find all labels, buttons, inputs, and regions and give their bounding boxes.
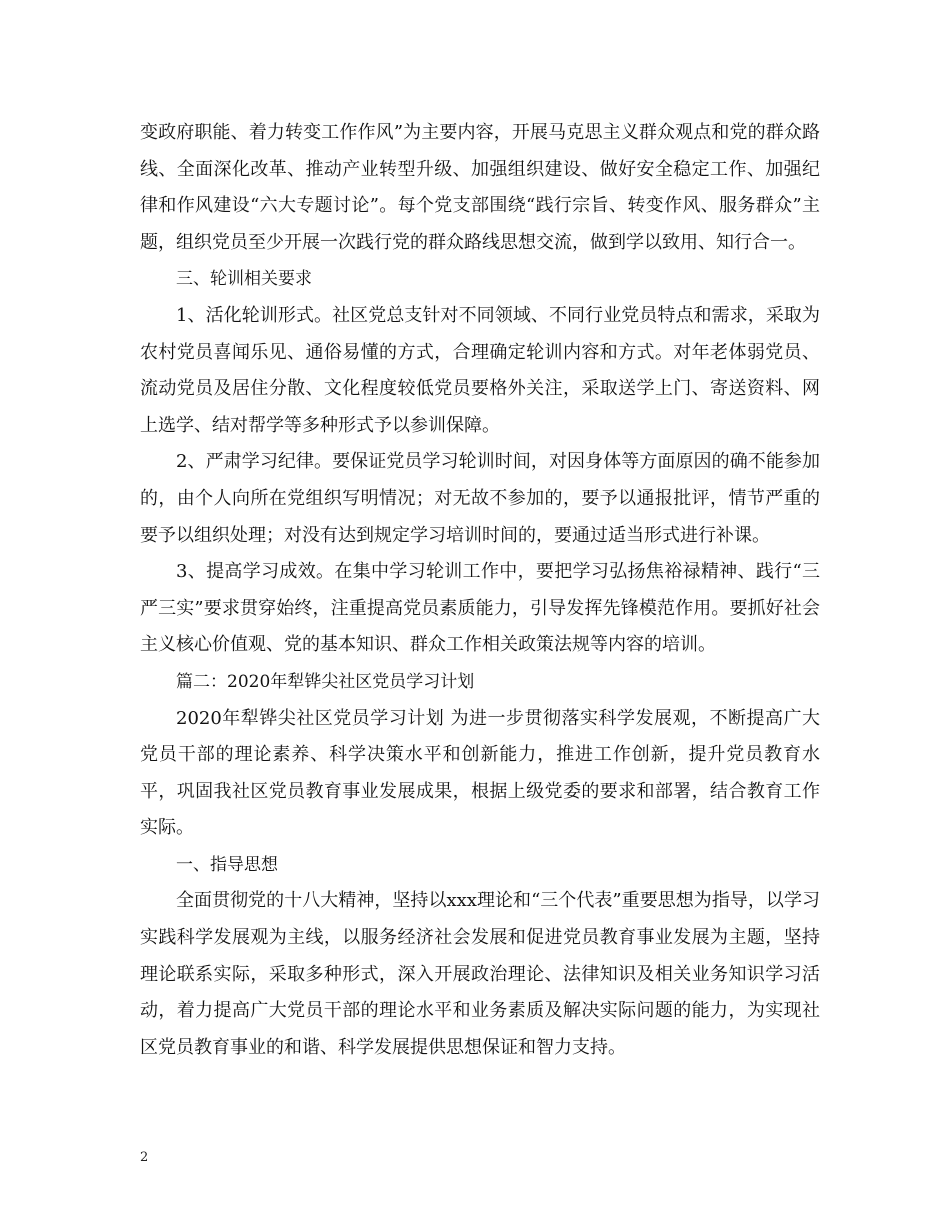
paragraph-continuation: 变政府职能、着力转变工作作风”为主要内容，开展马克思主义群众观点和党的群众路线、全面深化改革、推动产业转型升级、加强组织建设、做好安全稳定工作、加强纪律和作风建设“六大专题讨论”。每个党支部围绕“践行宗旨、转变作风、服务群众”主题，组织党员至少开展一次践行党的群众路线思想交流，做到学以致用、知行合一。 xyxy=(140,122,820,253)
paragraph-item-1: 1、活化轮训形式。社区党总支针对不同领域、不同行业党员特点和需求，采取为农村党员喜闻乐见、通俗易懂的方式，合理确定轮训内容和方式。对年老体弱党员、流动党员及居住分散、文化程度较低党员要格外关注，采取送学上门、寄送资料、网上选学、结对帮学等多种形式予以参训保障。 xyxy=(140,304,820,436)
paragraph-plan-intro: 2020年犁铧尖社区党员学习计划 为进一步贯彻落实科学发展观，不断提高广大党员干部的理论素养、科学决策水平和创新能力，推进工作创新，提升党员教育水平，巩固我社区党员教育事业发展成果，根据上级党委的要求和部署，结合教育工作实际。 xyxy=(140,707,820,839)
page-number: 2 xyxy=(140,1150,149,1165)
paragraph-item-3: 3、提高学习成效。在集中学习轮训工作中，要把学习弘扬焦裕禄精神、践行“三严三实”要求贯穿始终，注重提高党员素质能力，引导发挥先锋模范作用。要抓好社会主义核心价值观、党的基本知识、群众工作相关政策法规等内容的培训。 xyxy=(140,561,820,656)
part-two-title: 篇二：2020年犁铧尖社区党员学习计划 xyxy=(176,671,475,692)
document-body xyxy=(140,115,820,1066)
paragraph-guiding-thought: 全面贯彻党的十八大精神，坚持以xxx理论和“三个代表”重要思想为指导，以学习实践科学发展观为主线，以服务经济社会发展和促进党员教育事业发展为主题，坚持理论联系实际，采取多种形式，深入开展政治理论、法律知识及相关业务知识学习活动，着力提高广大党员干部的理论水平和业务素质及解决实际问题的能力，为实现社区党员教育事业的和谐、科学发展提供思想保证和智力支持。 xyxy=(140,890,820,1058)
section-heading-guiding-thought: 一、指导思想 xyxy=(176,854,278,875)
section-heading-requirements: 三、轮训相关要求 xyxy=(176,269,312,290)
paragraph-item-2: 2、严肃学习纪律。要保证党员学习轮训时间，对因身体等方面原因的确不能参加的，由个人向所在党组织写明情况；对无故不参加的，要予以通报批评，情节严重的要予以组织处理；对没有达到规定学习培训时间的，要通过适当形式进行补课。 xyxy=(140,451,820,546)
